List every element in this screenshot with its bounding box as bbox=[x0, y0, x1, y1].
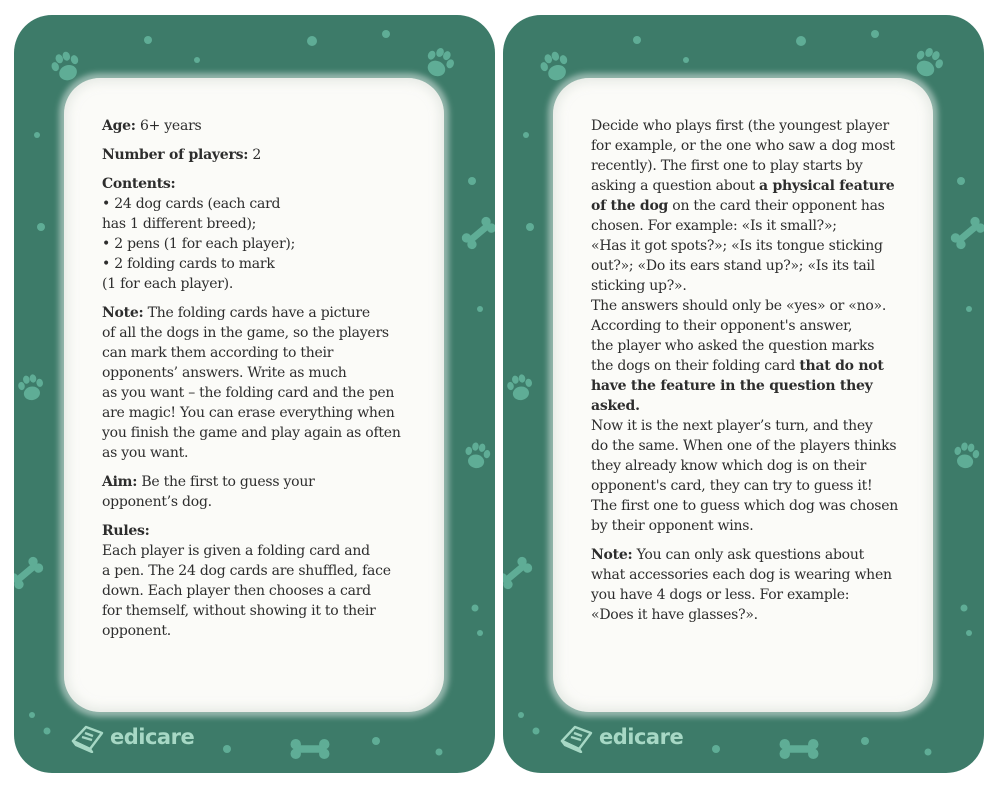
text-line: asking a question about bbox=[591, 178, 759, 194]
dot-icon bbox=[37, 223, 45, 231]
text-line: Decide who plays first (the youngest player bbox=[591, 118, 889, 134]
rules-label: Rules: bbox=[102, 523, 150, 539]
text-emphasis: have the feature in the question they asked. bbox=[591, 378, 873, 414]
edicare-logo bbox=[559, 721, 683, 753]
note-label: Note: bbox=[591, 547, 633, 563]
dot-icon bbox=[861, 737, 869, 745]
text-line: The first one to guess which dog was chosen bbox=[591, 498, 899, 514]
rules-line: opponent. bbox=[102, 623, 171, 639]
text-line: for example, or the one who saw a dog most bbox=[591, 138, 895, 154]
rules-line: a pen. The 24 dog cards are shuffled, face bbox=[102, 563, 391, 579]
dot-icon bbox=[477, 630, 483, 636]
dot-icon bbox=[144, 36, 152, 44]
book-logo-icon bbox=[559, 721, 595, 753]
text-line: do the same. When one of the players thinks bbox=[591, 438, 897, 454]
contents-line: • 24 dog cards (each card bbox=[102, 196, 281, 212]
text-line: they already know which dog is on their bbox=[591, 458, 867, 474]
players-label: Number of players: bbox=[102, 147, 249, 163]
dot-icon bbox=[957, 177, 965, 185]
text-line: the player who asked the question marks bbox=[591, 338, 875, 354]
text-line: on the card their opponent has bbox=[668, 198, 885, 214]
dot-icon bbox=[712, 745, 720, 753]
bone-icon bbox=[291, 739, 330, 759]
rules-line: Each player is given a folding card and bbox=[102, 543, 370, 559]
contents-label: Contents: bbox=[102, 176, 176, 192]
paw-print-icon bbox=[48, 48, 84, 84]
dot-icon bbox=[523, 132, 529, 138]
brand-name: edicare bbox=[599, 725, 684, 749]
dot-icon bbox=[796, 36, 806, 46]
text-line: opponent's card, they can try to guess it! bbox=[591, 478, 873, 494]
dot-icon bbox=[533, 728, 540, 735]
note-line: what accessories each dog is wearing when bbox=[591, 567, 892, 583]
note-line: are magic! You can erase everything when bbox=[102, 405, 395, 421]
paw-print-icon bbox=[910, 44, 947, 81]
contents-line: • 2 folding cards to mark bbox=[102, 256, 275, 272]
contents-line: (1 for each player). bbox=[102, 276, 234, 292]
dot-icon bbox=[925, 749, 932, 756]
dot-icon bbox=[382, 30, 390, 38]
aim-label: Aim: bbox=[102, 474, 138, 490]
bone-icon bbox=[503, 555, 534, 591]
brand-name: edicare bbox=[110, 725, 195, 749]
text-emphasis: of the dog bbox=[591, 198, 669, 214]
players-value: 2 bbox=[252, 147, 261, 163]
bone-icon bbox=[780, 739, 819, 759]
paw-print-icon bbox=[17, 373, 46, 402]
rules-card-right bbox=[503, 15, 984, 773]
note-line: «Does it have glasses?». bbox=[591, 607, 758, 623]
text-line: According to their opponent's answer, bbox=[591, 318, 853, 334]
note-label: Note: bbox=[102, 305, 144, 321]
text-line: «Has it got spots?»; «Is its tongue sticking bbox=[591, 238, 883, 254]
text-panel bbox=[64, 78, 444, 712]
note-line: of all the dogs in the game, so the players bbox=[102, 325, 389, 341]
note-line: The folding cards have a picture bbox=[147, 305, 370, 321]
instructions-text bbox=[591, 116, 913, 634]
text-line: Now it is the next player’s turn, and they bbox=[591, 418, 873, 434]
dot-icon bbox=[372, 737, 380, 745]
bone-icon bbox=[949, 215, 984, 251]
dot-icon bbox=[966, 306, 972, 312]
dot-icon bbox=[223, 745, 231, 753]
aim-line: Be the first to guess your bbox=[141, 474, 315, 490]
text-line: recently). The first one to play starts by bbox=[591, 158, 863, 174]
dot-icon bbox=[526, 223, 534, 231]
text-line: out?»; «Do its ears stand up?»; «Is its tail bbox=[591, 258, 875, 274]
rules-line: for themself, without showing it to their bbox=[102, 603, 376, 619]
bone-icon bbox=[460, 215, 495, 251]
dot-icon bbox=[871, 30, 879, 38]
note-line: you finish the game and play again as often bbox=[102, 425, 401, 441]
edicare-logo bbox=[70, 721, 194, 753]
dot-icon bbox=[44, 728, 51, 735]
text-line: sticking up?». bbox=[591, 278, 687, 294]
book-logo-icon bbox=[70, 721, 106, 753]
dot-icon bbox=[307, 36, 317, 46]
dot-icon bbox=[29, 712, 35, 718]
aim-line: opponent’s dog. bbox=[102, 494, 212, 510]
rules-line: down. Each player then chooses a card bbox=[102, 583, 371, 599]
note-line: as you want – the folding card and the pen bbox=[102, 385, 395, 401]
rules-text bbox=[102, 116, 424, 650]
text-line: by their opponent wins. bbox=[591, 518, 754, 534]
dot-icon bbox=[436, 749, 443, 756]
dot-icon bbox=[633, 36, 641, 44]
rules-card-left bbox=[14, 15, 495, 773]
age-label: Age: bbox=[102, 118, 136, 134]
paw-print-icon bbox=[537, 48, 573, 84]
paw-print-icon bbox=[463, 441, 492, 470]
paw-print-icon bbox=[506, 373, 535, 402]
dot-icon bbox=[966, 630, 972, 636]
note-line: you have 4 dogs or less. For example: bbox=[591, 587, 850, 603]
dot-icon bbox=[518, 712, 524, 718]
dot-icon bbox=[961, 605, 968, 612]
text-emphasis: a physical feature bbox=[759, 178, 895, 194]
note-line: can mark them according to their bbox=[102, 345, 334, 361]
text-line: The answers should only be «yes» or «no». bbox=[591, 298, 887, 314]
dot-icon bbox=[468, 177, 476, 185]
age-value: 6+ years bbox=[139, 118, 202, 134]
dot-icon bbox=[194, 57, 200, 63]
text-line: chosen. For example: «Is it small?»; bbox=[591, 218, 837, 234]
dot-icon bbox=[472, 605, 479, 612]
note-line: You can only ask questions about bbox=[636, 547, 864, 563]
dot-icon bbox=[477, 306, 483, 312]
paw-print-icon bbox=[421, 44, 458, 81]
text-line: the dogs on their folding card bbox=[591, 358, 800, 374]
note-line: as you want. bbox=[102, 445, 189, 461]
contents-line: • 2 pens (1 for each player); bbox=[102, 236, 296, 252]
text-panel bbox=[553, 78, 933, 712]
bone-icon bbox=[14, 555, 45, 591]
contents-line: has 1 different breed); bbox=[102, 216, 257, 232]
dot-icon bbox=[683, 57, 689, 63]
text-emphasis: that do not bbox=[799, 358, 884, 374]
paw-print-icon bbox=[952, 441, 981, 470]
dot-icon bbox=[34, 132, 40, 138]
note-line: opponents’ answers. Write as much bbox=[102, 365, 347, 381]
